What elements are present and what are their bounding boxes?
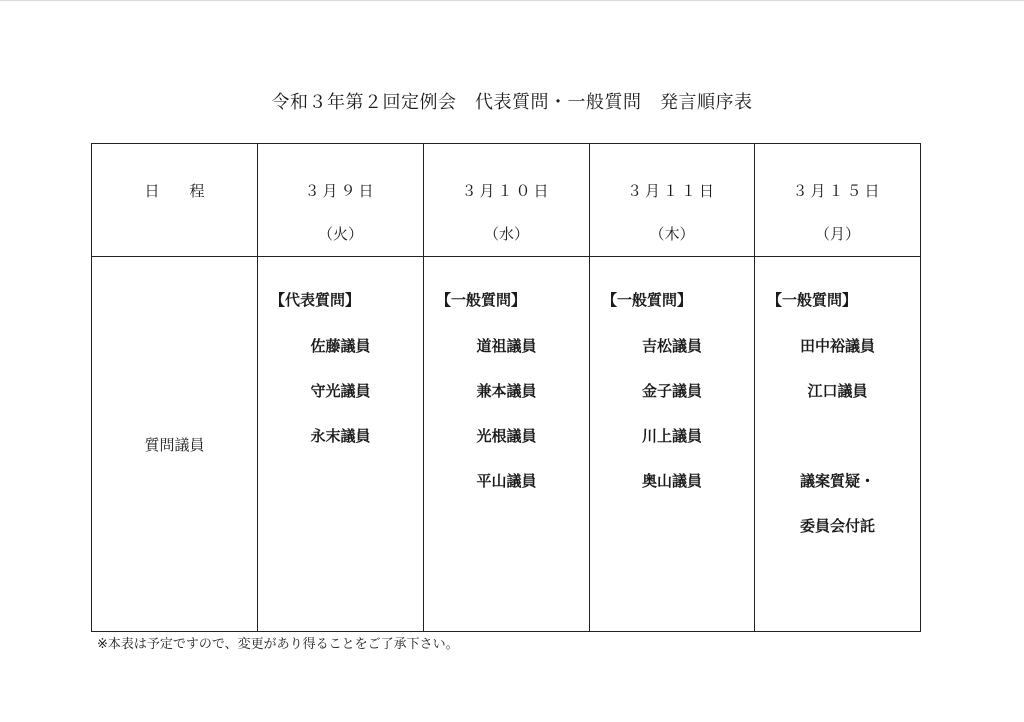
member-name: 金子議員 <box>641 382 702 400</box>
member-name: 守光議員 <box>310 382 371 400</box>
weekday-label: （火） <box>317 225 363 243</box>
document-title: 令和３年第２回定例会 代表質問・一般質問 発言順序表 <box>271 92 753 113</box>
question-type: 【一般質問】 <box>602 291 693 309</box>
members-cell-day1 <box>258 257 424 632</box>
schedule-label-cell <box>92 144 258 257</box>
members-cell-day2 <box>424 257 590 632</box>
date-header-row <box>92 144 921 257</box>
members-label: 質問議員 <box>144 435 205 454</box>
member-name: 田中裕議員 <box>799 337 875 355</box>
members-cell-day3 <box>590 257 755 632</box>
date-label: ３月１０日 <box>461 182 552 200</box>
date-cell-day4 <box>755 144 921 257</box>
member-name: 兼本議員 <box>476 382 537 400</box>
member-name: 奥山議員 <box>641 472 702 490</box>
members-cell-day4 <box>755 257 921 632</box>
spacer <box>755 414 920 459</box>
member-name: 吉松議員 <box>641 337 702 355</box>
footnote: ※本表は予定ですので、変更があり得ることをご了承下さい。 <box>97 637 459 652</box>
date-cell-day3 <box>590 144 755 257</box>
question-type: 【一般質問】 <box>767 291 858 309</box>
member-name: 道祖議員 <box>476 337 537 355</box>
date-label: ３月９日 <box>304 182 377 200</box>
weekday-label: （月） <box>814 225 860 243</box>
date-label: ３月１１日 <box>626 182 717 200</box>
member-name: 佐藤議員 <box>310 337 371 355</box>
member-name: 平山議員 <box>476 472 537 490</box>
member-name: 江口議員 <box>807 382 868 400</box>
schedule-label: 日程 <box>144 182 235 200</box>
schedule-table <box>91 143 921 632</box>
member-name: 光根議員 <box>476 427 537 445</box>
date-cell-day1 <box>258 144 424 257</box>
question-type: 【代表質問】 <box>270 291 361 309</box>
weekday-label: （水） <box>483 225 529 243</box>
weekday-label: （木） <box>649 225 695 243</box>
question-type: 【一般質問】 <box>436 291 527 309</box>
member-name: 川上議員 <box>641 427 702 445</box>
top-divider <box>0 0 1024 1</box>
member-name: 永末議員 <box>310 427 371 445</box>
members-label-cell <box>92 257 258 632</box>
members-row <box>92 257 921 632</box>
agenda-item: 議案質疑・ <box>799 472 875 490</box>
date-label: ３月１５日 <box>792 182 883 200</box>
agenda-item: 委員会付託 <box>799 517 875 535</box>
date-cell-day2 <box>424 144 590 257</box>
